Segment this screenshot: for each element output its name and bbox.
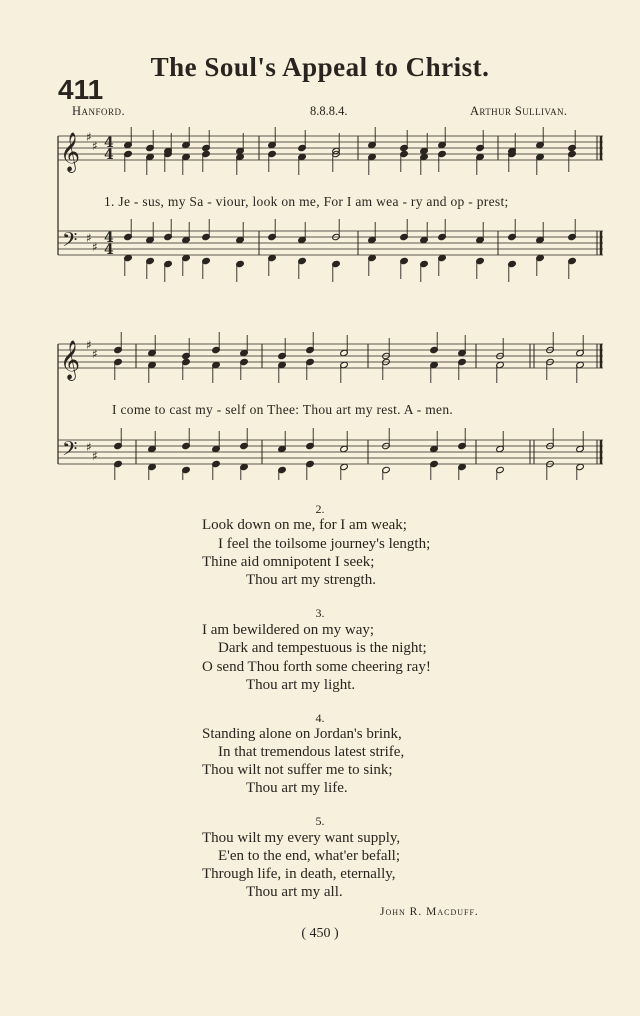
lyric-line-1: 1. Je - sus, my Sa - viour, look on me, For I am wea - ry and op - prest; bbox=[104, 194, 509, 209]
verse-line: Thou art my light. bbox=[246, 677, 356, 693]
key-signature-sharp: ♯ bbox=[86, 130, 92, 144]
key-signature-sharp: ♯ bbox=[92, 449, 98, 463]
verse-line: E'en to the end, what'er befall; bbox=[218, 848, 400, 864]
bass-clef: 𝄢 bbox=[62, 228, 78, 256]
verse-line: Thou art my life. bbox=[246, 780, 348, 796]
bass-clef: 𝄢 bbox=[62, 437, 78, 465]
verse-line: Standing alone on Jordan's brink, bbox=[202, 726, 402, 742]
verse-line: Thine aid omnipotent I seek; bbox=[202, 554, 375, 570]
key-signature-sharp: ♯ bbox=[92, 347, 98, 361]
verse-line: Thou art my strength. bbox=[246, 572, 376, 588]
treble-clef: 𝄞 bbox=[60, 132, 81, 172]
time-signature: 4 bbox=[104, 230, 114, 246]
time-signature: 4 bbox=[104, 135, 114, 151]
verse-number: 5. bbox=[315, 814, 325, 828]
verse-line: Thou wilt not suffer me to sink; bbox=[202, 762, 393, 778]
verse-line: In that tremendous latest strife, bbox=[218, 744, 405, 760]
tune-name: Hanford. bbox=[72, 104, 126, 118]
key-signature-sharp: ♯ bbox=[92, 240, 98, 254]
treble-clef: 𝄞 bbox=[60, 340, 81, 380]
hymn-title: The Soul's Appeal to Christ. bbox=[150, 52, 490, 82]
verse-line: I feel the toilsome journey's length; bbox=[218, 536, 431, 552]
verse-line: O send Thou forth some cheering ray! bbox=[202, 659, 431, 675]
lyric-line-2: I come to cast my - self on Thee: Thou art my rest. A - men. bbox=[112, 402, 454, 417]
verse-line: Through life, in death, eternally, bbox=[202, 866, 396, 882]
verse-number: 2. bbox=[315, 502, 325, 516]
key-signature-sharp: ♯ bbox=[86, 440, 92, 454]
verse-line: Thou art my all. bbox=[246, 884, 343, 900]
verse-number: 3. bbox=[315, 606, 325, 620]
verse-number: 4. bbox=[315, 711, 325, 725]
hymn-author: John R. Macduff. bbox=[380, 906, 479, 918]
time-signature: 4 bbox=[104, 242, 114, 258]
page-number: ( 450 ) bbox=[301, 926, 339, 941]
hymn-number: 411 bbox=[58, 74, 104, 105]
time-signature: 4 bbox=[104, 147, 114, 163]
verse-line: Thou wilt my every want supply, bbox=[202, 830, 401, 846]
key-signature-sharp: ♯ bbox=[92, 139, 98, 153]
key-signature-sharp: ♯ bbox=[86, 338, 92, 352]
verse-line: Dark and tempestuous is the night; bbox=[218, 640, 427, 656]
key-signature-sharp: ♯ bbox=[86, 231, 92, 245]
composer: Arthur Sullivan. bbox=[470, 104, 568, 118]
verse-line: I am bewildered on my way; bbox=[202, 622, 375, 638]
verse-line: Look down on me, for I am weak; bbox=[202, 517, 407, 533]
meter: 8.8.8.4. bbox=[310, 104, 348, 118]
